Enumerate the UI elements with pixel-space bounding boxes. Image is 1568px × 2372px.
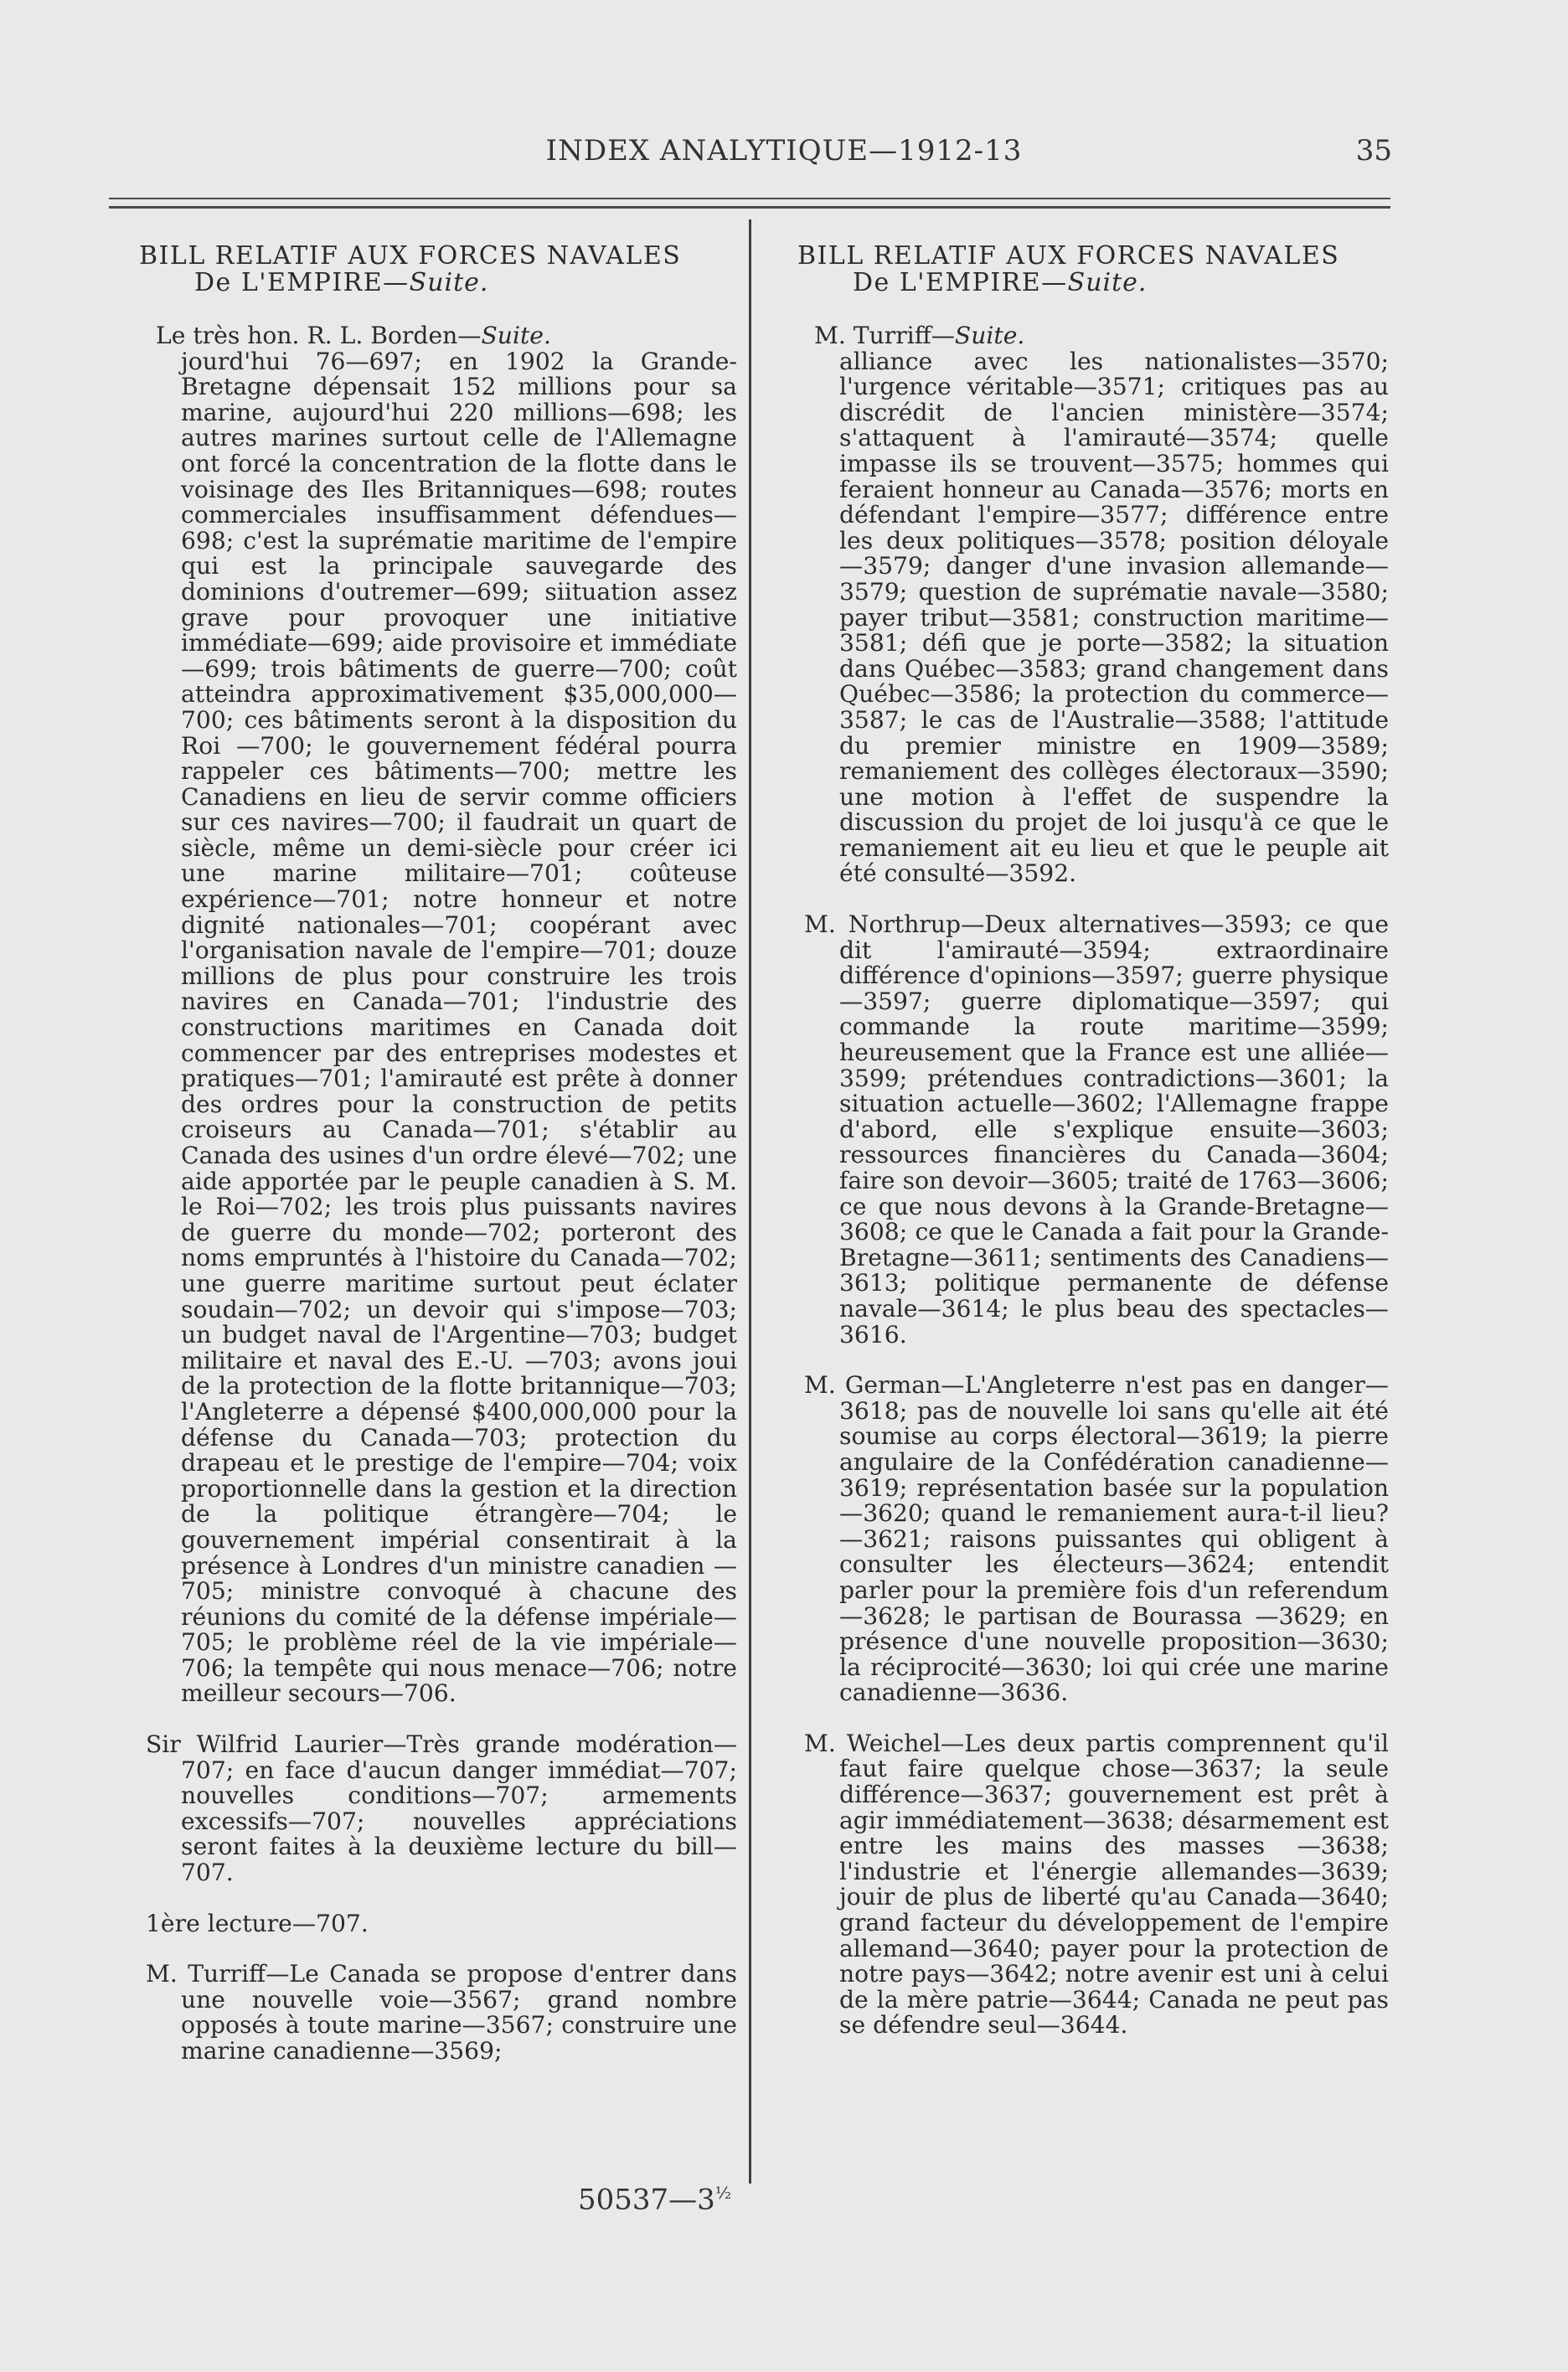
speaker-name: Sir Wilfrid Laurier: [146, 1730, 384, 1759]
suite-label: Suite.: [481, 322, 551, 349]
suite-label: Suite.: [1067, 268, 1148, 297]
running-title: INDEX ANALYTIQUE—1912-13: [545, 134, 1023, 168]
speaker-name: M. Northrup: [804, 910, 962, 939]
header-rule-thin: [109, 198, 1390, 199]
index-entry-turriff: [134, 1962, 737, 2064]
entry-text: alliance avec les nationalistes—3570; l'urgence véritable—3571; critiques pas au discrédit de l'ancien ministère—3574; s'attaquent à l'amirauté—3574; quelle impasse ils se trouvent—3575; hommes qui feraient honneur au Canada—3576; morts en défendant l'empire—3577; différence entre les deux politiques—3578; position déloyale—3579; danger d'une invasion allemande—3579; question de suprématie navale—3580; payer tribut—3581; construction maritime—3581; défi que je porte—3582; la situation dans Québec—3583; grand changement dans Québec—3586; la protection du commerce—3587; le cas de l'Australie—3588; l'attitude du premier ministre en 1909—3589; remaniement des collèges électoraux—3590; une motion à l'effet de suspendre la discussion du projet de loi jusqu'à ce que le remaniement ait eu lieu et que le peuple ait été consulté—3592.: [839, 347, 1389, 888]
page-number: 35: [1355, 134, 1392, 168]
speaker-name: Le très hon. R. L. Borden—Suite.: [156, 322, 551, 349]
section-heading-line2: De L'EMPIRE—Suite.: [194, 268, 489, 297]
entry-text: —Le Canada se propose d'entrer dans une nouvelle voie—3567; grand nombre opposés à toute marine—3567; construire une marine canadienne—3569;: [181, 1960, 737, 2065]
printer-signature: $50537—3^{\frac{1}{2}}$: [578, 2183, 732, 2217]
index-entry-northrup: [792, 912, 1389, 1348]
index-entry-borden: [134, 323, 737, 1707]
speaker-name: 1ère lecture: [146, 1909, 292, 1937]
entry-text: jourd'hui 76—697; en 1902 la Grande-Bretagne dépensait 152 millions pour sa marine, aujourd'hui 220 millions—698; les autres marines surtout celle de l'Allemagne ont forcé la concentration de la flotte dans le voisinage des Iles Britanniques—698; routes commerciales insuffisamment défendues—698; c'est la suprématie maritime de l'empire qui est la principale sauvegarde des dominions d'outremer—699; siituation assez grave pour provoquer une initiative immédiate—699; aide provisoire et immédiate—699; trois bâtiments de guerre—700; coût atteindra approximativement $35,000,000—700; ces bâtiments seront à la disposition du Roi —700; le gouvernement fédéral pourra rappeler ces bâtiments—700; mettre les Canadiens en lieu de servir comme officiers sur ces navires—700; il faudrait un quart de siècle, même un demi-siècle pour créer ici une marine militaire—701; coûteuse expérience—701; notre honneur et notre dignité nationales—701; coopérant avec l'organisation navale de l'empire—701; douze millions de plus pour construire les trois navires en Canada—701; l'industrie des constructions maritimes en Canada doit commencer par des entreprises modestes et pratiques—701; l'amirauté est prête à donner des ordres pour la construction de petits croiseurs au Canada—701; s'établir au Canada des usines d'un ordre élevé—702; une aide apportée par le peuple canadien à S. M. le Roi—702; les trois plus puissants navires de guerre du monde—702; porteront des noms empruntés à l'histoire du Canada—702; une guerre maritime surtout peut éclater soudain—702; un devoir qui s'impose—703; un budget naval de l'Argentine—703; budget militaire et naval des E.-U. —703; avons joui de la protection de la flotte britannique—703; l'Angleterre a dépensé $400,000,000 pour la défense du Canada—703; protection du drapeau et le prestige de l'empire—704; voix proportionnelle dans la gestion et la direction de la politique étrangère—704; le gouvernement impérial consentirait à la présence à Londres d'un ministre canadien —705; ministre convoqué à chacune des réunions du comité de la défense impériale—705; le problème réel de la vie impériale—706; la tempête qui nous menace—706; notre meilleur secours—706.: [181, 347, 737, 1708]
header-rule-thick: [109, 206, 1390, 209]
section-heading: [134, 243, 737, 296]
section-heading-line2: De L'EMPIRE—Suite.: [853, 268, 1148, 297]
index-entry-laurier: [134, 1732, 737, 1886]
left-column: [134, 243, 737, 2090]
section-heading: [792, 243, 1389, 296]
speaker-name: M. Weichel: [804, 1729, 941, 1757]
entry-text: —Les deux partis comprennent qu'il faut faire quelque chose—3637; la seule différence—3637; gouvernement est prêt à agir immédiatement—3638; désarmement est entre les mains des masses —3638; l'industrie et l'énergie allemandes—3639; jouir de plus de liberté qu'au Canada—3640; grand facteur du développement de l'empire allemand—3640; payer pour la protection de notre pays—3642; notre avenir est uni à celui de la mère patrie—3644; Canada ne peut pas se défendre seul—3644.: [839, 1729, 1389, 2039]
entry-text: —L'Angleterre n'est pas en danger—3618; pas de nouvelle loi sans qu'elle ait été soumise au corps électoral—3619; la pierre angulaire de la Confédération canadienne—3619; représentation basée sur la population—3620; quand le remaniement aura-t-il lieu?—3621; raisons puissantes qui obligent à consulter les électeurs—3624; entendit parler pour la première fois d'un referendum—3628; le partisan de Bourassa —3629; en présence d'une nouvelle proposition—3630; la réciprocité—3630; loi qui crée une marine canadienne—3636.: [839, 1371, 1389, 1707]
column-divider: [749, 219, 751, 2184]
speaker-name: M. Turriff—Suite.: [814, 322, 1025, 349]
section-heading-line1: BILL RELATIF AUX FORCES NAVALES: [139, 241, 682, 271]
suite-label: Suite.: [954, 322, 1025, 349]
index-entry-first-reading: [134, 1911, 737, 1937]
entry-text: —Très grande modération—707; en face d'aucun danger immédiat—707; nouvelles conditions—707; armements excessifs—707; nouvelles appréciations seront faites à la deuxième lecture du bill—707.: [181, 1730, 738, 1887]
right-column: [792, 243, 1389, 2064]
section-heading-line1: BILL RELATIF AUX FORCES NAVALES: [797, 241, 1340, 271]
speaker-name: M. German: [804, 1371, 941, 1400]
suite-label: Suite.: [409, 268, 489, 297]
speaker-name: M. Turriff: [146, 1960, 266, 1988]
index-entry-german: [792, 1373, 1389, 1706]
entry-text: —Deux alternatives—3593; ce que dit l'amirauté—3594; extraordinaire différence d'opinions—3597; guerre physique—3597; guerre diplomatique—3597; qui commande la route maritime—3599; heureusement que la France est une alliée—3599; prétendues contradictions—3601; la situation actuelle—3602; l'Allemagne frappe d'abord, elle s'explique ensuite—3603; ressources financières du Canada—3604; faire son devoir—3605; traité de 1763—3606; ce que nous devons à la Grande-Bretagne—3608; ce que le Canada a fait pour la Grande-Bretagne—3611; sentiments des Canadiens—3613; politique permanente de défense navale—3614; le plus beau des spectacles—3616.: [839, 910, 1390, 1348]
page-header: [0, 134, 1568, 176]
entry-text: —707.: [291, 1909, 369, 1937]
signature-fraction: ½: [714, 2183, 732, 2203]
index-entry-turriff-suite: [792, 323, 1389, 887]
index-entry-weichel: [792, 1731, 1389, 2039]
